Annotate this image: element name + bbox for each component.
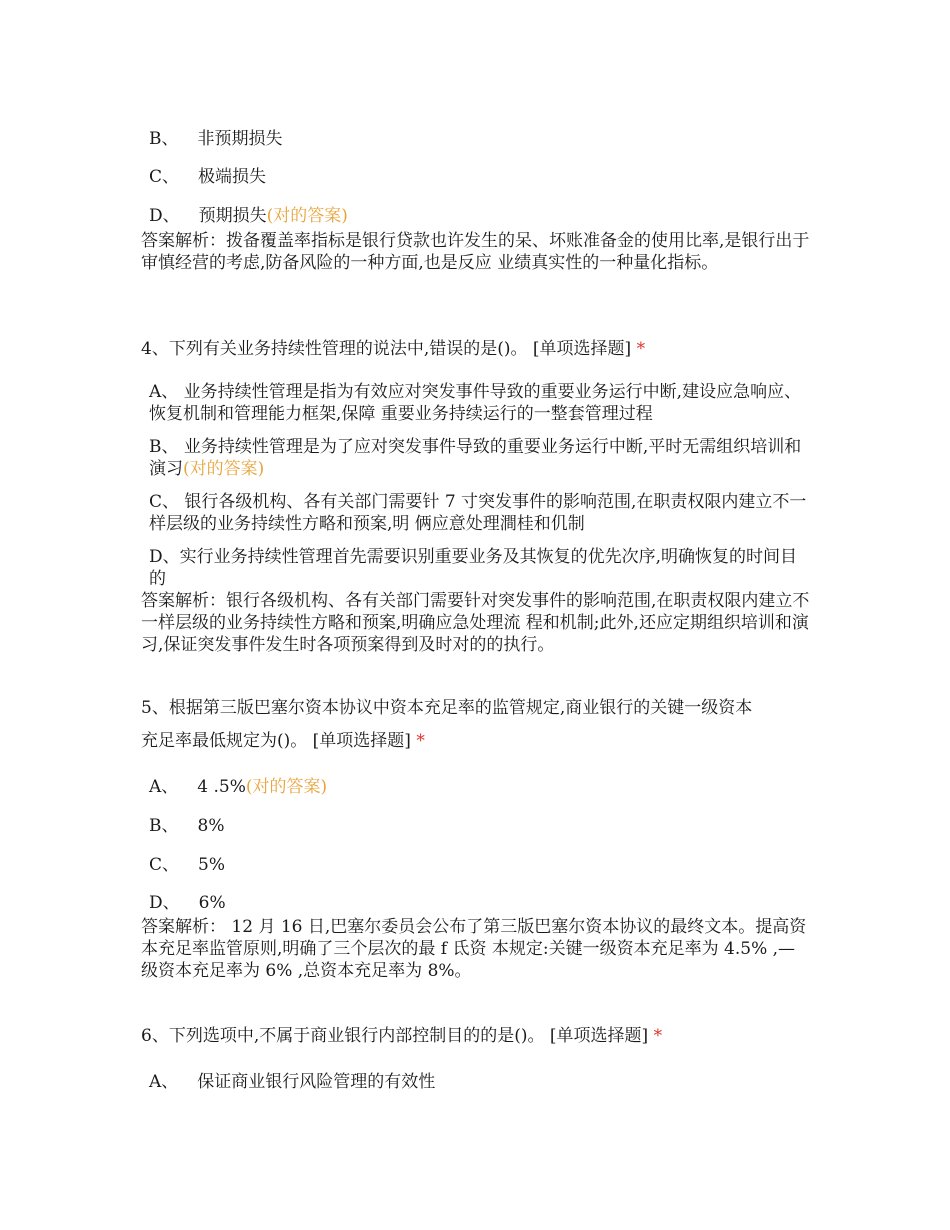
option-c[interactable] <box>149 854 225 876</box>
required-star: * <box>653 1026 663 1046</box>
option-d[interactable] <box>149 892 226 914</box>
option-a[interactable] <box>149 1071 435 1093</box>
option-letter: D、 <box>149 206 180 226</box>
option-b[interactable] <box>149 436 809 480</box>
option-text: 4 .5% <box>197 777 246 797</box>
question-title <box>141 1025 662 1047</box>
question-text: 6、下列选项中,不属于商业银行内部控制目的的是()。 [单项选择题] <box>141 1026 649 1046</box>
correct-answer-mark: (对的答案) <box>266 206 348 226</box>
option-text: 非预期损失 <box>197 129 283 149</box>
option-a[interactable] <box>149 776 327 798</box>
answer-explanation: 答案解析： 12 月 16 日,巴塞尔委员会公布了第三版巴塞尔资本协议的最终文本。提高资本充足率监管原则,明确了三个层次的最 f 氐资 本规定:关键一级资本充足率为 4.5% ,—级资本充足率为 6% ,总资本充足率为 8%。 <box>141 917 807 981</box>
option-letter: A、 <box>149 777 179 797</box>
answer-explanation: 答案解析：银行各级机构、各有关部门需要针对突发事件的影响范围,在职责权限内建立不一样层级的业务持续性方略和预案,明确应急处理流 程和机制;此外,还应定期组织培训和演习,保证突发事件发生时各项预案得到及时对的的执行。 <box>141 591 810 655</box>
correct-answer-mark: (对的答案) <box>245 777 328 797</box>
option-text: 6% <box>198 893 226 913</box>
option-letter: D、 <box>149 893 180 913</box>
option-letter: A、 <box>149 1072 179 1092</box>
option-text: C、 银行各级机构、各有关部门需要针 7 寸突发事件的影响范围,在职责权限内建立不一样层级的业务持续性方略和预案,明 俩应意处理澗桂和仉制 <box>149 492 807 534</box>
option-b[interactable] <box>149 815 224 837</box>
question-title <box>141 338 645 360</box>
option-text: 预期损失 <box>198 206 267 226</box>
required-star: * <box>416 731 425 751</box>
option-text: 5% <box>198 855 225 875</box>
option-d[interactable] <box>149 546 809 590</box>
required-star: * <box>636 339 646 359</box>
option-text: 极端损失 <box>198 167 267 187</box>
question-text: 充足率最低规定为()。 [单项选择题] <box>141 731 411 751</box>
question-title-line2 <box>141 730 425 752</box>
answer-explanation: 答案解析：拨备覆盖率指标是银行贷款也许发生的呆、坏账准备金的使用比率,是银行出于审慎经营的考虑,防备风险的一种方面,也是反应 业绩真实性的一种量化指标。 <box>141 231 810 273</box>
option-text: B、 业务持续性管理是为了应对突发事件导致的重要业务运行中断,平时无需组织培训和演习 <box>149 437 802 479</box>
option-text: A、 业务持续性管理是指为有效应对突发事件导致的重要业务运行中断,建设应急响应、恢复机制和管理能力框架,保障 重要业务持续运行的一整套管理过程 <box>149 382 802 424</box>
correct-answer-mark: (对的答案) <box>183 459 265 479</box>
option-a[interactable] <box>149 381 809 425</box>
question-text: 4、下列有关业务持续性管理的说法中,错误的是()。 [单项选择题] <box>141 339 632 359</box>
option-text: 8% <box>197 816 225 836</box>
option-c[interactable] <box>149 491 809 535</box>
option-d[interactable] <box>149 205 348 227</box>
option-b[interactable] <box>149 128 283 150</box>
option-letter: B、 <box>149 129 179 149</box>
option-text: 保证商业银行风险管理的有效性 <box>197 1072 436 1092</box>
option-letter: B、 <box>149 816 179 836</box>
option-c[interactable] <box>149 166 266 188</box>
option-letter: C、 <box>149 855 180 875</box>
option-text: D、实行业务持续性管理首先需要识别重要业务及其恢复的优先次序,明确恢复的时间目的 <box>149 547 798 589</box>
question-title-line1: 5、根据第三版巴塞尔资本协议中资本充足率的监管规定,商业银行的关键一级资本 <box>141 698 753 718</box>
option-letter: C、 <box>149 167 180 187</box>
